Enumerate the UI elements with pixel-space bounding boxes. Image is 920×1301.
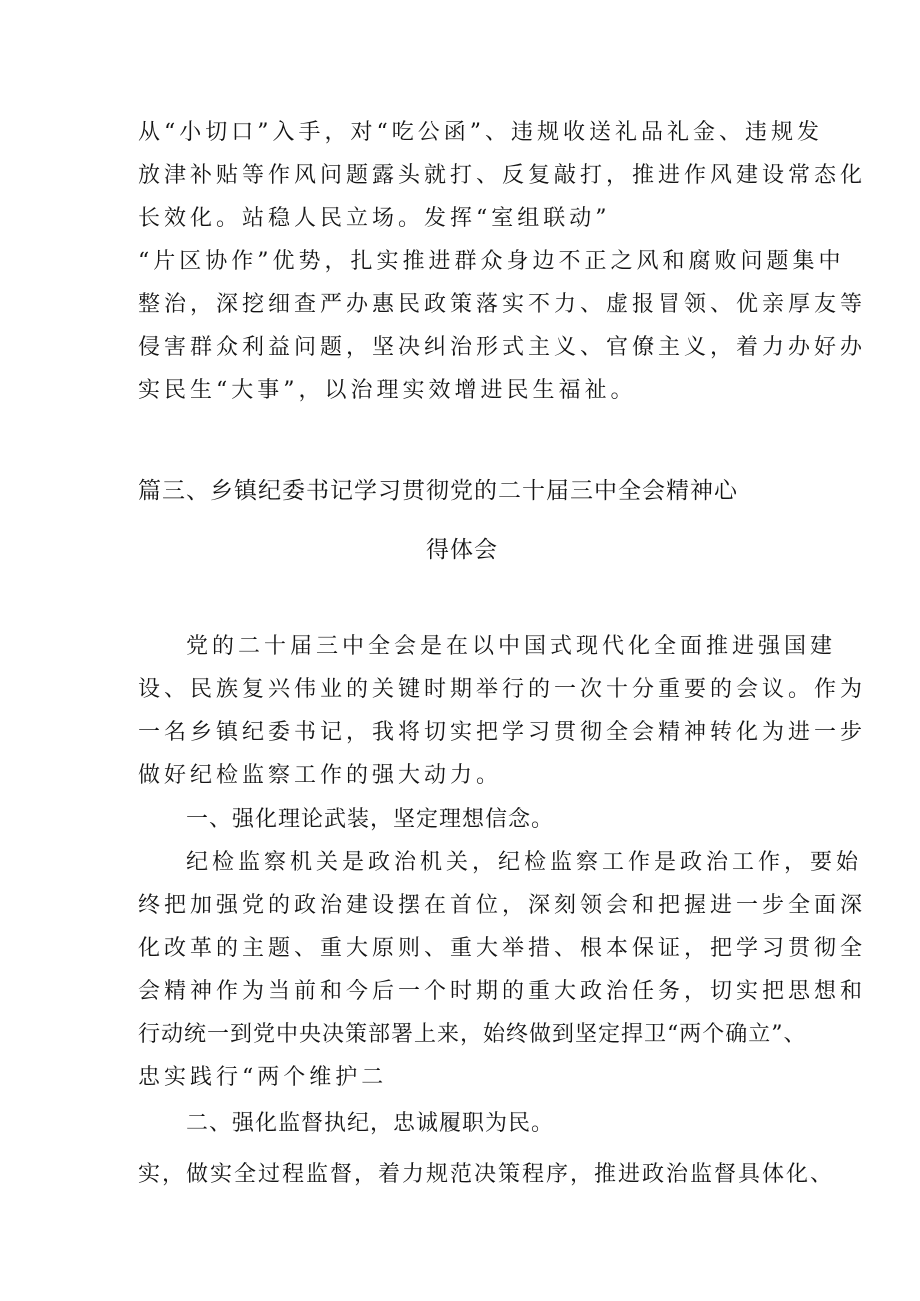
point-one-line: 忠实践行“两个维护二 bbox=[138, 1065, 388, 1090]
intro-line: 一名乡镇纪委书记，我将切实把学习贯彻全会精神转化为进一步 bbox=[138, 720, 867, 745]
fragment-line: 长效化。站稳人民立场。发挥“室组联动” bbox=[138, 206, 611, 231]
point-two-heading: 二、强化监督执纪，忠诚履职为民。 bbox=[186, 1111, 555, 1136]
section-title-line2: 得体会 bbox=[426, 537, 498, 563]
fragment-line: “片区协作”优势，扎实推进群众身边不正之风和腐败问题集中 bbox=[138, 249, 845, 274]
point-one-line: 纪检监察机关是政治机关，纪检监察工作是政治工作，要始 bbox=[186, 850, 863, 875]
point-one-heading: 一、强化理论武装，坚定理想信念。 bbox=[186, 807, 555, 832]
fragment-line: 整治，深挖细查严办惠民政策落实不力、虚报冒领、优亲厚友等 bbox=[138, 292, 867, 317]
intro-line: 设、民族复兴伟业的关键时期举行的一次十分重要的会议。作为 bbox=[138, 677, 867, 702]
fragment-line: 实民生“大事”，以治理实效增进民生福祉。 bbox=[138, 378, 637, 403]
point-one-line: 终把加强党的政治建设摆在首位，深刻领会和把握进一步全面深 bbox=[138, 893, 867, 918]
point-one-line: 行动统一到党中央决策部署上来，始终做到坚定捍卫“两个确立”、 bbox=[138, 1022, 807, 1047]
fragment-line: 从“小切口”入手，对“吃公函”、违规收送礼品礼金、违规发 bbox=[138, 120, 823, 145]
intro-line: 党的二十届三中全会是在以中国式现代化全面推进强国建 bbox=[186, 634, 837, 659]
fragment-line: 侵害群众利益问题，坚决纠治形式主义、官僚主义，着力办好办 bbox=[138, 335, 867, 360]
fragment-line: 放津补贴等作风问题露头就打、反复敲打，推进作风建设常态化 bbox=[138, 163, 867, 188]
point-two-line: 实，做实全过程监督，着力规范决策程序，推进政治监督具体化、 bbox=[138, 1162, 835, 1187]
section-title-line1: 篇三、乡镇纪委书记学习贯彻党的二十届三中全会精神心 bbox=[138, 478, 738, 504]
point-one-line: 会精神作为当前和今后一个时期的重大政治任务，切实把思想和 bbox=[138, 979, 867, 1004]
intro-line: 做好纪检监察工作的强大动力。 bbox=[138, 763, 503, 788]
point-one-line: 化改革的主题、重大原则、重大举措、根本保证，把学习贯彻全 bbox=[138, 936, 867, 961]
